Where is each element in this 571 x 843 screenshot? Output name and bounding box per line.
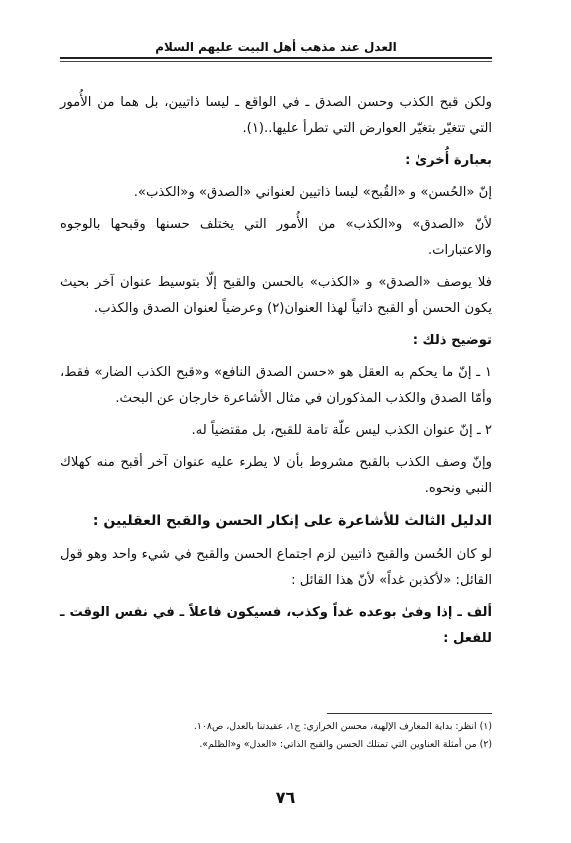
section-title: الدليل الثالث للأشاعرة على إنكار الحسن والقبح العقليين : bbox=[92, 513, 492, 529]
running-header bbox=[60, 40, 492, 59]
footnotes bbox=[60, 718, 492, 754]
paragraph-10: لو كان الحُسن والقبح ذاتيين لزم اجتماع الحسن والقبح في شيء واحد وهو قول القائل: «لأكذبن غداً» لأنّ هذا القائل : bbox=[60, 547, 492, 588]
paragraph-4: لأنّ «الصدق» و«الكذب» من الأُمور التي يختلف حسنها وقبحها بالوجوه والاعتبارات. bbox=[60, 217, 492, 258]
paragraph-11: ألف ـ إذا وفىٰ بوعده غداً وكذب، فسيكون فاعلاً ـ في نفس الوقت ـ للفعل : bbox=[60, 605, 492, 646]
main-text bbox=[60, 90, 492, 658]
paragraph-6: توضيح ذلك : bbox=[412, 333, 492, 348]
running-title: العدل عند مذهب أهل البيت عليهم السلام bbox=[155, 40, 397, 54]
footnote-divider bbox=[327, 713, 492, 714]
paragraph-1: ولكن قبح الكذب وحسن الصدق ـ في الواقع ـ ليسا ذاتيين، بل هما من الأُمور التي تتغيّر بتغيّر العوارض التي تطرأ عليها..(١). bbox=[60, 95, 492, 136]
paragraph-7: ١ ـ إنّ ما يحكم به العقل هو «حسن الصدق النافع» و«قبح الكذب الضار» فقط، وأمّا الصدق والكذب المذكوران في مثال الأشاعرة خارجان عن البحث. bbox=[60, 365, 492, 406]
page-number: ٧٦ bbox=[275, 788, 296, 807]
paragraph-5: فلا يوصف «الصدق» و «الكذب» بالحسن والقبح إلّا بتوسيط عنوان آخر بحيث يكون الحسن أو القبح ذاتياً لهذا العنوان(٢) وعرضياً لعنوان الصدق والكذب. bbox=[60, 275, 492, 316]
paragraph-2: بعبارة أُخرىٰ : bbox=[405, 153, 492, 168]
footnote-1: (١) انظر: بداية المعارف الإلهية، محسن الخرازي: ج١، عقيدتنا بالعدل، ص١٠٨. bbox=[193, 721, 492, 732]
paragraph-8: ٢ ـ إنّ عنوان الكذب ليس علّة تامة للقبح، بل مقتضياً له. bbox=[191, 423, 492, 438]
footnote-2: (٢) من أمثلة العناوين التي تمتلك الحسن والقبح الذاتي: «العدل» و«الظلم». bbox=[199, 739, 492, 750]
paragraph-9: وإنّ وصف الكذب بالقبح مشروط بأن لا يطرء عليه عنوان آخر أقبح منه كهلاك النبي ونحوه. bbox=[60, 455, 492, 496]
paragraph-3: إنّ «الحُسن» و «القُبح» ليسا ذاتيين لعنواني «الصدق» و«الكذب». bbox=[133, 185, 492, 200]
header-rule bbox=[60, 61, 492, 62]
